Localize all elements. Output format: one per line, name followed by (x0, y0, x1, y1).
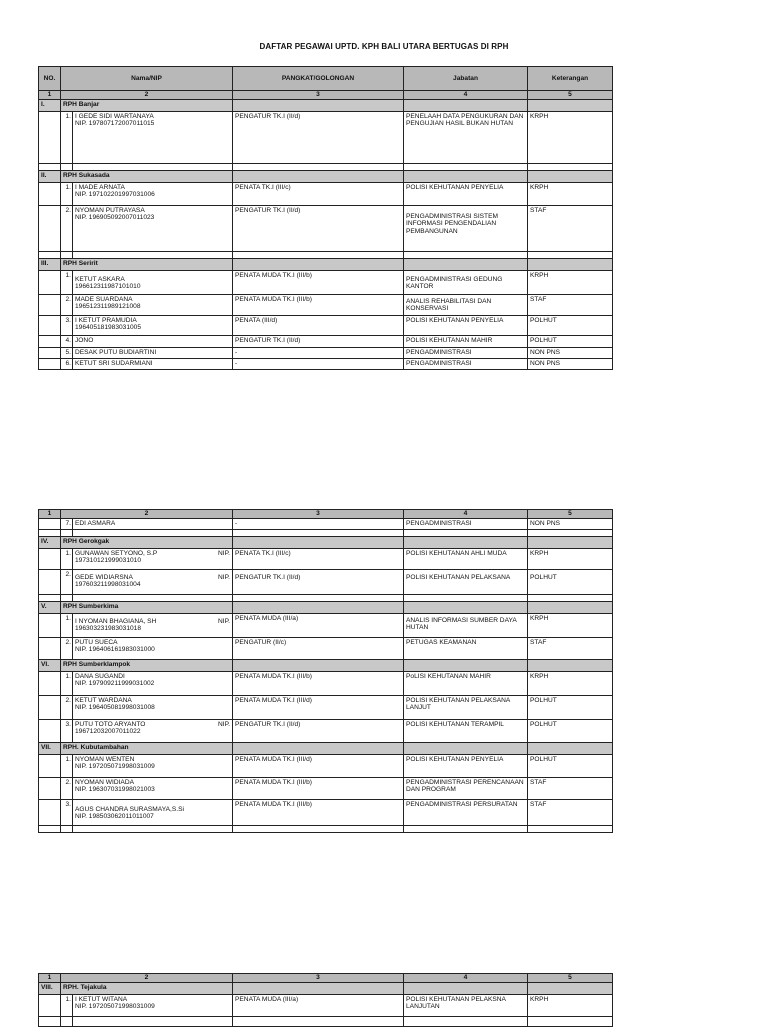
employee-position: POLISI KEHUTANAN PELAKSANA LANJUT (404, 696, 528, 720)
employee-nip: NIP. 196405081998031008 (75, 704, 155, 712)
section-name: RPH Seririt (61, 259, 233, 271)
table-row (39, 295, 613, 316)
employee-rank: - (233, 348, 404, 359)
employee-nip: 196405181983031005 (75, 324, 142, 332)
table-row (39, 271, 613, 295)
section-name: RPH Gerokgak (61, 537, 233, 549)
employee-nip: 196512311989121008 (75, 303, 141, 311)
employee-rank: PENATA TK.I (III/c) (233, 549, 404, 570)
employee-position: PENGADMINISTRASI GEDUNG KANTOR (404, 271, 528, 295)
table-row (39, 359, 613, 370)
section-row (39, 100, 613, 112)
employee-name: GUNAWAN SETYONO, S.P (75, 550, 158, 557)
section-row (39, 259, 613, 271)
table-row (39, 672, 613, 696)
employee-remark: KRPH (528, 549, 613, 570)
table-row (39, 778, 613, 800)
row-number: 1. (61, 549, 73, 570)
section-row (39, 743, 613, 755)
employee-nip: 197603211998031004 (75, 581, 141, 589)
employee-position: POLISI KEHUTANAN MAHIR (404, 336, 528, 348)
employee-rank: PENATA MUDA TK.I (III/b) (233, 778, 404, 800)
section-row (39, 602, 613, 614)
employee-position: POLISI KEHUTANAN AHLI MUDA (404, 549, 528, 570)
table-row (39, 183, 613, 206)
row-number: 1. (61, 614, 73, 638)
employee-remark: NON PNS (528, 519, 613, 530)
table-row (39, 316, 613, 336)
employee-remark: POLHUT (528, 336, 613, 348)
section-row (39, 537, 613, 549)
employee-position: PENGADMINISTRASI PERSURATAN (404, 800, 528, 826)
table-row (39, 336, 613, 348)
section-no: VI. (39, 660, 61, 672)
employee-nip: NIP. 196905092007011023 (75, 214, 155, 222)
employee-remark: KRPH (528, 183, 613, 206)
employee-name: KETUT WARDANA (75, 697, 132, 704)
colnum: 1 (39, 91, 61, 100)
table-row (39, 549, 613, 570)
table-row (39, 696, 613, 720)
nip-label: NIP. (218, 721, 231, 728)
table-row (39, 570, 613, 595)
employee-position: PENGADMINISTRASI PERENCANAAN DAN PROGRAM (404, 778, 528, 800)
employee-remark: KRPH (528, 112, 613, 164)
employee-position: POLISI KEHUTANAN PELAKSANA (404, 570, 528, 595)
header-no: NO. (39, 67, 61, 91)
employee-name: KETUT ASKARA (75, 276, 125, 283)
employee-remark: KRPH (528, 271, 613, 295)
row-number: 2. (61, 295, 73, 316)
section-name: RPH. Kubutambahan (61, 743, 233, 755)
employee-position: PENGADMINISTRASI (404, 348, 528, 359)
employee-name: KETUT SRI SUDARMIANI (73, 359, 233, 370)
row-number: 4. (61, 336, 73, 348)
column-number-row (39, 974, 613, 983)
section-no: VII. (39, 743, 61, 755)
colnum: 3 (233, 974, 404, 983)
employee-rank: PENATA MUDA (III/a) (233, 614, 404, 638)
employee-nip: 196303231983031018 (75, 625, 142, 633)
employee-position: POLISI KEHUTANAN PENYELIA (404, 316, 528, 336)
employee-remark: STAF (528, 295, 613, 316)
employee-position: PoLISI KEHUTANAN MAHIR (404, 672, 528, 696)
section-row (39, 660, 613, 672)
employee-nip: NIP. 198503062011011007 (75, 813, 154, 821)
employee-name: DANA SUGANDI (75, 673, 125, 680)
employee-rank: PENATA MUDA TK.I (III/d) (233, 696, 404, 720)
employee-remark: STAF (528, 800, 613, 826)
employee-remark: KRPH (528, 672, 613, 696)
employee-rank: PENATA (III/d) (233, 316, 404, 336)
employee-nip: NIP. 197909211999031002 (75, 680, 155, 688)
employee-rank: PENGATUR TK.I (II/d) (233, 720, 404, 743)
employee-remark: NON PNS (528, 348, 613, 359)
row-number: 2. (61, 206, 73, 252)
employee-remark: STAF (528, 778, 613, 800)
nip-label: NIP. (218, 550, 231, 557)
section-row (39, 983, 613, 995)
employee-remark: POLHUT (528, 720, 613, 743)
spacer-row (39, 826, 613, 833)
employee-position: PENELAAH DATA PENGUKURAN DAN PENGUJIAN HASIL BUKAN HUTAN (404, 112, 528, 164)
nip-label: NIP. (218, 618, 231, 625)
column-number-row (39, 510, 613, 519)
employee-name-nip (73, 112, 233, 164)
employee-table-page-2 (38, 509, 613, 833)
table-row (39, 638, 613, 660)
employee-remark: STAF (528, 206, 613, 252)
document-title: DAFTAR PEGAWAI UPTD. KPH BALI UTARA BERTUGAS DI RPH (259, 42, 509, 51)
employee-position: POLISI KEHUTANAN TERAMPIL (404, 720, 528, 743)
table-row (39, 112, 613, 164)
employee-remark: KRPH (528, 614, 613, 638)
colnum: 2 (61, 510, 233, 519)
employee-remark: NON PNS (528, 359, 613, 370)
table-row (39, 1017, 613, 1027)
colnum: 3 (233, 510, 404, 519)
employee-name: NYOMAN WIDIADA (75, 779, 134, 786)
employee-nip: NIP. 196406161983031000 (75, 646, 155, 654)
row-number: 2. (61, 638, 73, 660)
colnum: 5 (528, 510, 613, 519)
employee-position: POLISI KEHUTANAN PENYELIA (404, 183, 528, 206)
employee-name: NYOMAN PUTRAYASA (75, 207, 145, 214)
employee-rank: PENATA MUDA (III/a) (233, 995, 404, 1017)
row-number: 1. (61, 271, 73, 295)
employee-position: POLISI KEHUTANAN PELAKSNA LANJUTAN (404, 995, 528, 1017)
employee-rank: PENGATUR TK.I (II/d) (233, 570, 404, 595)
row-number: 6. (61, 359, 73, 370)
employee-position: PETUGAS KEAMANAN (404, 638, 528, 660)
spacer-row (39, 595, 613, 602)
row-number: 1. (61, 995, 73, 1017)
employee-rank: PENATA MUDA TK.I (III/d) (233, 755, 404, 778)
row-number: 2. (61, 696, 73, 720)
table-row (39, 995, 613, 1017)
employee-remark: POLHUT (528, 696, 613, 720)
section-no: II. (39, 171, 61, 183)
header-jabatan: Jabatan (404, 67, 528, 91)
colnum: 2 (61, 974, 233, 983)
colnum: 4 (404, 510, 528, 519)
table-row (39, 348, 613, 359)
table-row (39, 800, 613, 826)
section-name: RPH Sukasada (61, 171, 233, 183)
row-number: 3. (61, 316, 73, 336)
employee-remark: POLHUT (528, 570, 613, 595)
colnum: 5 (528, 974, 613, 983)
table-row (39, 519, 613, 530)
colnum: 1 (39, 510, 61, 519)
employee-position: POLISI KEHUTANAN PENYELIA (404, 755, 528, 778)
employee-name: EDI ASMARA (73, 519, 233, 530)
table-row (39, 614, 613, 638)
employee-rank: PENGATUR TK.I (II/d) (233, 336, 404, 348)
employee-position: PENGADMINISTRASI (404, 359, 528, 370)
employee-remark: KRPH (528, 995, 613, 1017)
row-number: 3. (61, 720, 73, 743)
employee-rank: PENGATUR TK.I (II/d) (233, 206, 404, 252)
table-row (39, 720, 613, 743)
employee-rank: PENATA MUDA TK.I (III/b) (233, 271, 404, 295)
colnum: 2 (61, 91, 233, 100)
section-no: IV. (39, 537, 61, 549)
row-number: 5. (61, 348, 73, 359)
employee-remark: STAF (528, 638, 613, 660)
employee-rank: PENATA MUDA TK.I (III/b) (233, 800, 404, 826)
row-number: 1. (61, 755, 73, 778)
employee-nip: NIP. 197807172007011015 (75, 120, 155, 128)
employee-remark: POLHUT (528, 316, 613, 336)
header-nama: Nama/NIP (61, 67, 233, 91)
section-name: RPH Sumberkima (61, 602, 233, 614)
employee-rank: PENGATUR TK.I (II/d) (233, 112, 404, 164)
employee-name: PUTU SUECA (75, 639, 118, 646)
employee-nip: NIP. 197205071998031009 (75, 763, 155, 771)
table-header-row (39, 67, 613, 91)
employee-name: I MADE ARNATA (75, 184, 125, 191)
employee-position: ANALIS REHABILITASI DAN KONSERVASI (404, 295, 528, 316)
row-number: 1. (61, 183, 73, 206)
header-pangkat: PANGKAT/GOLONGAN (233, 67, 404, 91)
employee-position: ANALIS INFORMASI SUMBER DAYA HUTAN (404, 614, 528, 638)
employee-name: MADE SUARDANA (75, 296, 133, 303)
employee-name: GEDE WIDIARSNA (75, 574, 133, 581)
nip-label: NIP. (218, 574, 231, 581)
employee-name: DESAK PUTU BUDIARTINI (73, 348, 233, 359)
employee-nip: 197310121999031010 (75, 557, 142, 565)
employee-rank: PENATA MUDA TK.I (III/b) (233, 672, 404, 696)
employee-rank: PENGATUR (II/c) (233, 638, 404, 660)
colnum: 4 (404, 91, 528, 100)
table-row (39, 755, 613, 778)
employee-position: PENGADMINISTRASI SISTEM INFORMASI PENGENDALIAN PEMBANGUNAN (404, 206, 528, 252)
colnum: 5 (528, 91, 613, 100)
employee-rank: PENATA TK.I (III/c) (233, 183, 404, 206)
section-row (39, 171, 613, 183)
employee-table-page-1 (38, 66, 613, 370)
employee-name: AGUS CHANDRA SURASMAYA,S.Si (75, 806, 184, 813)
employee-nip: 196612311987101010 (75, 283, 141, 291)
table-row (39, 206, 613, 252)
spacer-row (39, 164, 613, 171)
section-name: RPH Banjar (61, 100, 233, 112)
section-no: VIII. (39, 983, 61, 995)
employee-rank: - (233, 359, 404, 370)
employee-name: PUTU TOTO ARYANTO (75, 721, 146, 728)
header-keterangan: Keterangan (528, 67, 613, 91)
colnum: 3 (233, 91, 404, 100)
colnum: 1 (39, 974, 61, 983)
employee-name: NYOMAN WENTEN (75, 756, 135, 763)
employee-nip: NIP. 197205071998031009 (75, 1003, 155, 1011)
employee-remark: POLHUT (528, 755, 613, 778)
employee-nip: 196712032007011022 (75, 728, 141, 736)
employee-rank: PENATA MUDA TK.I (III/b) (233, 295, 404, 316)
row-number: 2. (61, 778, 73, 800)
column-number-row (39, 91, 613, 100)
employee-nip: NIP. 196307031998021003 (75, 786, 155, 794)
section-name: RPH Sumberklampok (61, 660, 233, 672)
employee-name: I NYOMAN BHAGIANA, SH (75, 618, 157, 625)
employee-name: I KETUT WITANA (75, 996, 128, 1003)
colnum: 4 (404, 974, 528, 983)
section-no: I. (39, 100, 61, 112)
spacer-row (39, 252, 613, 259)
row-number: 1. (61, 672, 73, 696)
row-number: 3. (61, 800, 73, 826)
section-no: V. (39, 602, 61, 614)
row-number: 1. (61, 112, 73, 164)
section-name: RPH. Tejakula (61, 983, 233, 995)
section-no: III. (39, 259, 61, 271)
row-number: 2. (61, 570, 73, 595)
row-number: 7. (61, 519, 73, 530)
employee-rank: - (233, 519, 404, 530)
employee-name: I KETUT PRAMUDIA (75, 317, 137, 324)
employee-table-page-3 (38, 973, 613, 1027)
employee-name: I GEDE SIDI WARTANAYA (75, 113, 154, 120)
spacer-row (39, 530, 613, 537)
employee-name: JONO (73, 336, 233, 348)
employee-nip: NIP. 197102201997031006 (75, 191, 155, 199)
employee-position: PENGADMINISTRASI (404, 519, 528, 530)
